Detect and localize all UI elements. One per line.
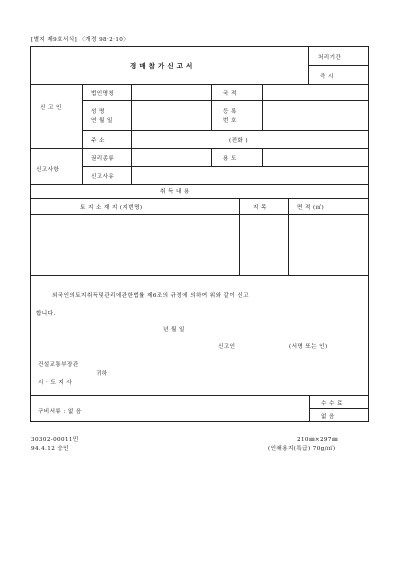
addressee-minister: 건설교통부장관 <box>38 362 79 368</box>
processing-value: 즉 시 <box>320 74 334 80</box>
fee-label: 수 수 료 <box>321 401 343 407</box>
form-title: 경 매 참 가 신 고 서 <box>130 62 193 70</box>
right-type-label: 권리종류 <box>91 156 115 162</box>
col-area-header: 면 적 (㎡) <box>297 205 325 211</box>
acquisition-header: 취 득 내 용 <box>160 189 190 195</box>
address-label: 주 소 <box>91 138 105 144</box>
footer-code: 30302-00011민 <box>31 437 79 443</box>
form-id: [별지 제9호서식] 〈개정 98·2·10〉 <box>31 37 130 43</box>
footer-paper-spec: (인쇄용지(특급) 70g/㎡) <box>268 446 336 452</box>
title-processing-divider <box>308 46 309 84</box>
date-line: 년 월 일 <box>163 327 185 333</box>
fee-value: 없 음 <box>321 414 335 420</box>
phone-field[interactable]: (전화 ) <box>229 138 248 144</box>
form-outer-box <box>30 46 369 422</box>
birthdate-label: 연 월 일 <box>91 118 113 124</box>
reason-label: 신고사유 <box>91 174 115 180</box>
footer-approval: 94.4.12 승인 <box>31 446 69 452</box>
corp-name-label: 법인명칭 <box>91 91 115 97</box>
footer-paper-size: 210㎜×297㎜ <box>297 437 338 443</box>
attachments-label: 구비서류 : 없 음 <box>38 409 82 415</box>
declaration-text-1: 외국인의토지취득및관리에관한법률 제6조의 규정에 의하여 위와 같이 신고 <box>52 293 249 299</box>
processing-label: 처리기간 <box>318 55 342 61</box>
addressee-governor: 시 · 도 지 사 <box>38 380 73 386</box>
col-location-header: 토 지 소 재 지 (지번명) <box>80 205 143 211</box>
reg-no-label-1: 등 록 <box>223 109 237 115</box>
applicant-label: 신 고 인 <box>40 105 62 111</box>
use-label: 용 도 <box>223 156 237 162</box>
name-label: 성 명 <box>91 109 105 115</box>
processing-divider <box>308 65 369 66</box>
reporter-label: 신고인 <box>218 344 236 350</box>
signature-note: (서명 또는 인) <box>289 344 328 350</box>
col-category-header: 지 목 <box>253 205 267 211</box>
honorific: 귀하 <box>96 371 108 377</box>
declaration-text-2: 합니다. <box>36 311 56 317</box>
reg-no-label-2: 번 호 <box>223 118 237 124</box>
report-label: 신고사항 <box>36 167 60 173</box>
nationality-label: 국 적 <box>223 91 237 97</box>
